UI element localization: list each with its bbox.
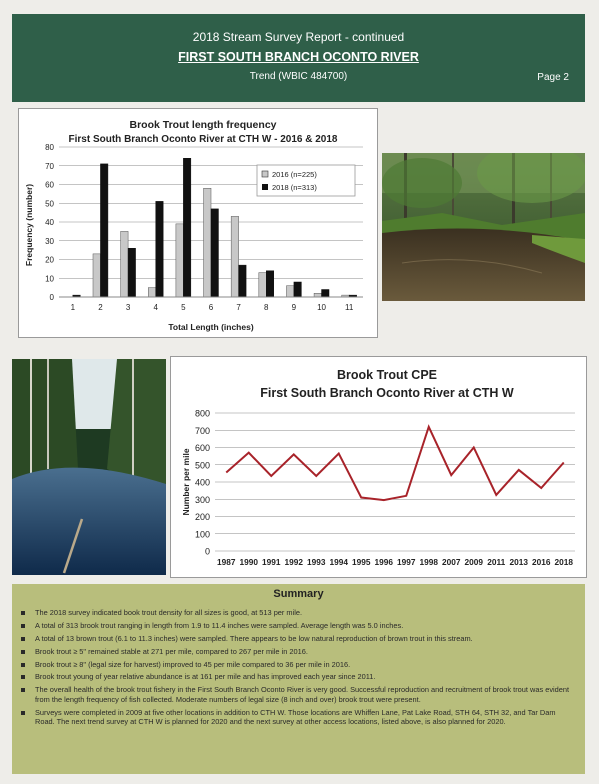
bar-2016-8 (259, 273, 266, 297)
chart2-x-tick-label: 1992 (284, 557, 303, 567)
chart1-x-tick-label: 6 (208, 303, 214, 312)
chart1-x-tick-label: 10 (317, 303, 326, 312)
chart2-x-tick-label: 1996 (374, 557, 393, 567)
chart1-y-ticks (45, 143, 54, 302)
chart2-x-tick-label: 1994 (329, 557, 348, 567)
chart2-x-tick-label: 2013 (509, 557, 528, 567)
chart2-x-tick-label: 1997 (397, 557, 416, 567)
bar-2018-6 (211, 209, 218, 297)
chart1-x-tick-label: 8 (264, 303, 269, 312)
chart1-x-tick-label: 7 (236, 303, 241, 312)
chart2-y-tick-label: 0 (204, 546, 210, 557)
legend-label-2016: 2016 (n=225) (272, 170, 317, 179)
chart2-x-tick-label: 2018 (554, 557, 573, 567)
chart1-x-ticks (71, 303, 354, 312)
summary-bullet: The overall health of the brook trout fishery in the First South Branch Oconto River is very good. Successful reproduction and recruitment of brook trout was evident from the length frequency of fish collected. Moderate numbers of legal size (8 inch and over) brook trout were present. (18, 685, 577, 704)
stream-photo-top (382, 153, 585, 301)
chart2-title: Brook Trout CPE (336, 368, 438, 382)
summary-title: Summary (273, 588, 324, 600)
stream-photo-bottom (12, 359, 166, 575)
chart1-y-tick-label: 60 (45, 180, 54, 190)
chart1-x-tick-label: 5 (181, 303, 186, 312)
chart1-x-tick-label: 2 (98, 303, 103, 312)
summary-bullet: The 2018 survey indicated book trout density for all sizes is good, at 513 per mile. (18, 608, 577, 617)
chart2-x-tick-label: 1990 (239, 557, 258, 567)
legend-swatch-2018 (262, 184, 268, 190)
summary-list (18, 608, 577, 730)
chart1-y-tick-label: 30 (45, 236, 54, 246)
bar-2018-8 (266, 271, 273, 297)
summary-panel (12, 584, 585, 774)
summary-bullet: A total of 13 brown trout (6.1 to 11.3 inches) were sampled. There appears to be low natural reproduction of brown trout in this stream. (18, 634, 577, 643)
summary-bullet: Brook trout ≥ 5" remained stable at 271 per mile, compared to 267 per mile in 2016. (18, 647, 577, 656)
bar-2016-10 (314, 293, 321, 297)
bar-2018-7 (239, 265, 246, 297)
chart2-gridlines (215, 413, 575, 551)
chart1-title: Brook Trout length frequency (129, 119, 277, 131)
chart2-y-tick-label: 400 (194, 477, 210, 488)
cpe-chart-panel (170, 356, 587, 578)
chart1-y-tick-label: 80 (45, 143, 54, 152)
chart2-y-tick-label: 600 (194, 443, 210, 453)
chart2-x-tick-label: 2011 (487, 557, 506, 567)
bar-2016-3 (121, 231, 128, 297)
chart2-x-tick-label: 1987 (217, 557, 236, 567)
chart2-y-tick-label: 700 (194, 425, 210, 436)
bar-2016-7 (231, 216, 238, 297)
bar-2016-2 (93, 254, 100, 297)
chart2-ylabel: Number per mile (181, 448, 191, 516)
chart1-x-tick-label: 9 (291, 303, 297, 312)
river-title: FIRST SOUTH BRANCH OCONTO RIVER (178, 50, 419, 64)
summary-bullet: Brook trout young of year relative abundance is at 161 per mile and has improved each year since 2011. (18, 672, 577, 681)
chart1-y-tick-label: 40 (45, 218, 54, 227)
chart1-y-tick-label: 20 (45, 255, 54, 265)
cpe-series-line (226, 427, 564, 500)
report-subtitle: 2018 Stream Survey Report - continued (192, 30, 405, 44)
chart2-y-ticks (195, 409, 210, 557)
chart2-x-tick-label: 2009 (464, 557, 483, 567)
chart1-y-tick-label: 50 (45, 199, 54, 209)
chart2-subtitle: First South Branch Oconto River at CTH W (260, 386, 514, 400)
summary-bullet: Brook trout ≥ 8" (legal size for harvest) improved to 45 per mile compared to 36 per mile in 2016. (18, 660, 577, 669)
chart2-x-tick-label: 1995 (352, 557, 371, 567)
bar-2016-9 (286, 286, 293, 297)
bar-2018-3 (128, 248, 135, 297)
chart2-y-tick-label: 200 (194, 512, 210, 522)
chart2-x-tick-label: 1998 (419, 557, 438, 567)
chart2-y-tick-label: 800 (194, 408, 210, 419)
chart1-xlabel: Total Length (inches) (168, 322, 254, 332)
bar-2018-9 (294, 282, 301, 297)
bar-2016-5 (176, 224, 183, 297)
bar-2018-2 (100, 164, 107, 297)
chart1-y-tick-label: 10 (45, 274, 54, 284)
chart2-x-ticks (217, 557, 573, 567)
chart2-y-tick-label: 300 (194, 494, 210, 505)
chart2-y-tick-label: 100 (194, 529, 210, 540)
chart1-x-tick-label: 4 (153, 303, 158, 312)
legend-label-2018: 2018 (n=313) (272, 183, 317, 192)
chart2-y-tick-label: 500 (194, 460, 210, 471)
chart1-subtitle: First South Branch Oconto River at CTH W - 2016 & 2018 (68, 134, 338, 145)
summary-bullet: Surveys were completed in 2009 at five other locations in addition to CTH W. Those locations are Whiffen Lane, Pat Lake Road, STH 64, STH 32, and Tar Dam Road. The next trend survey at CTH W is planned for 2020 and the next survey at other access locations, listed above, is also planned for 2020. (18, 708, 577, 727)
chart1-ylabel: Frequency (number) (24, 183, 34, 267)
chart1-y-tick-label: 0 (49, 293, 54, 302)
length-frequency-chart-panel (18, 108, 378, 338)
chart2-x-tick-label: 1991 (262, 557, 281, 567)
length-frequency-chart (19, 109, 377, 337)
summary-bullet: A total of 313 brook trout ranging in length from 1.9 to 11.4 inches were sampled. Average length was 5.0 inches. (18, 621, 577, 630)
report-header (12, 14, 585, 102)
cpe-line-chart (171, 357, 586, 577)
chart1-x-tick-label: 11 (345, 303, 354, 312)
chart2-x-tick-label: 2007 (442, 557, 461, 567)
chart1-y-tick-label: 70 (45, 161, 54, 171)
chart1-x-tick-label: 1 (70, 303, 76, 312)
chart1-legend (257, 165, 355, 196)
legend-swatch-2016 (262, 171, 268, 177)
bar-2018-4 (156, 201, 163, 297)
chart1-x-tick-label: 3 (125, 303, 131, 312)
chart2-x-tick-label: 2016 (532, 557, 551, 567)
bar-2018-5 (183, 158, 190, 297)
bar-2016-6 (204, 188, 211, 297)
trend-label: Trend (WBIC 484700) (249, 71, 348, 82)
page-number: Page 2 (537, 72, 569, 83)
bar-2018-10 (322, 290, 329, 298)
bar-2016-4 (148, 288, 155, 297)
chart2-x-tick-label: 1993 (307, 557, 326, 567)
